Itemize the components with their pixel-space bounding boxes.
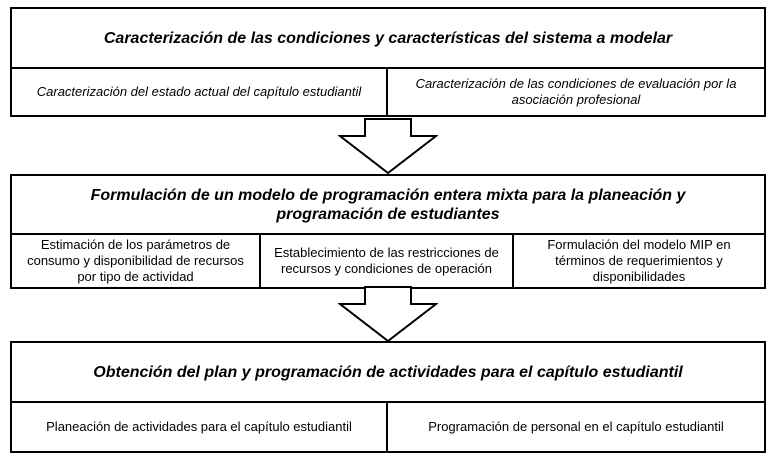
stage1-item-1-text: Caracterización del estado actual del capítulo estudiantil: [36, 84, 362, 99]
stage2-title-box: [10, 174, 766, 236]
stage1-item-2: [386, 67, 766, 117]
stage1-item-1: [10, 67, 388, 117]
stage1-item-2-text: Caracterización de las condiciones de evaluación por la asociación profesional: [415, 76, 737, 107]
stage2-item-1: [10, 233, 261, 289]
stage2-item-2: [259, 233, 514, 289]
stage3-item-1-text: Planeación de actividades para el capítulo estudiantil: [46, 419, 352, 434]
stage3-item-1: [10, 401, 388, 453]
stage2-item-2-text: Establecimiento de las restricciones de recursos y condiciones de operación: [274, 245, 499, 276]
down-arrow-1: [338, 118, 438, 174]
stage3-item-2-text: Programación de personal en el capítulo estudiantil: [428, 419, 724, 434]
stage2-item-3: [512, 233, 766, 289]
down-arrow-2: [338, 286, 438, 342]
stage2-item-1-text: Estimación de los parámetros de consumo y disponibilidad de recursos por tipo de actividad: [27, 237, 244, 284]
stage3-item-2: [386, 401, 766, 453]
stage3-title-box: [10, 341, 766, 403]
stage2-title-line2: programación de estudiantes: [276, 206, 500, 223]
stage2-item-3-text: Formulación del modelo MIP en términos de requerimientos y disponibilidades: [547, 237, 731, 284]
stage3-title: Obtención del plan y programación de actividades para el capítulo estudiantil: [93, 363, 683, 381]
stage1-title: Caracterización de las condiciones y características del sistema a modelar: [103, 29, 673, 47]
stage1-title-box: [10, 7, 766, 69]
stage2-title-line1: Formulación de un modelo de programación entera mixta para la planeación y: [90, 187, 686, 204]
